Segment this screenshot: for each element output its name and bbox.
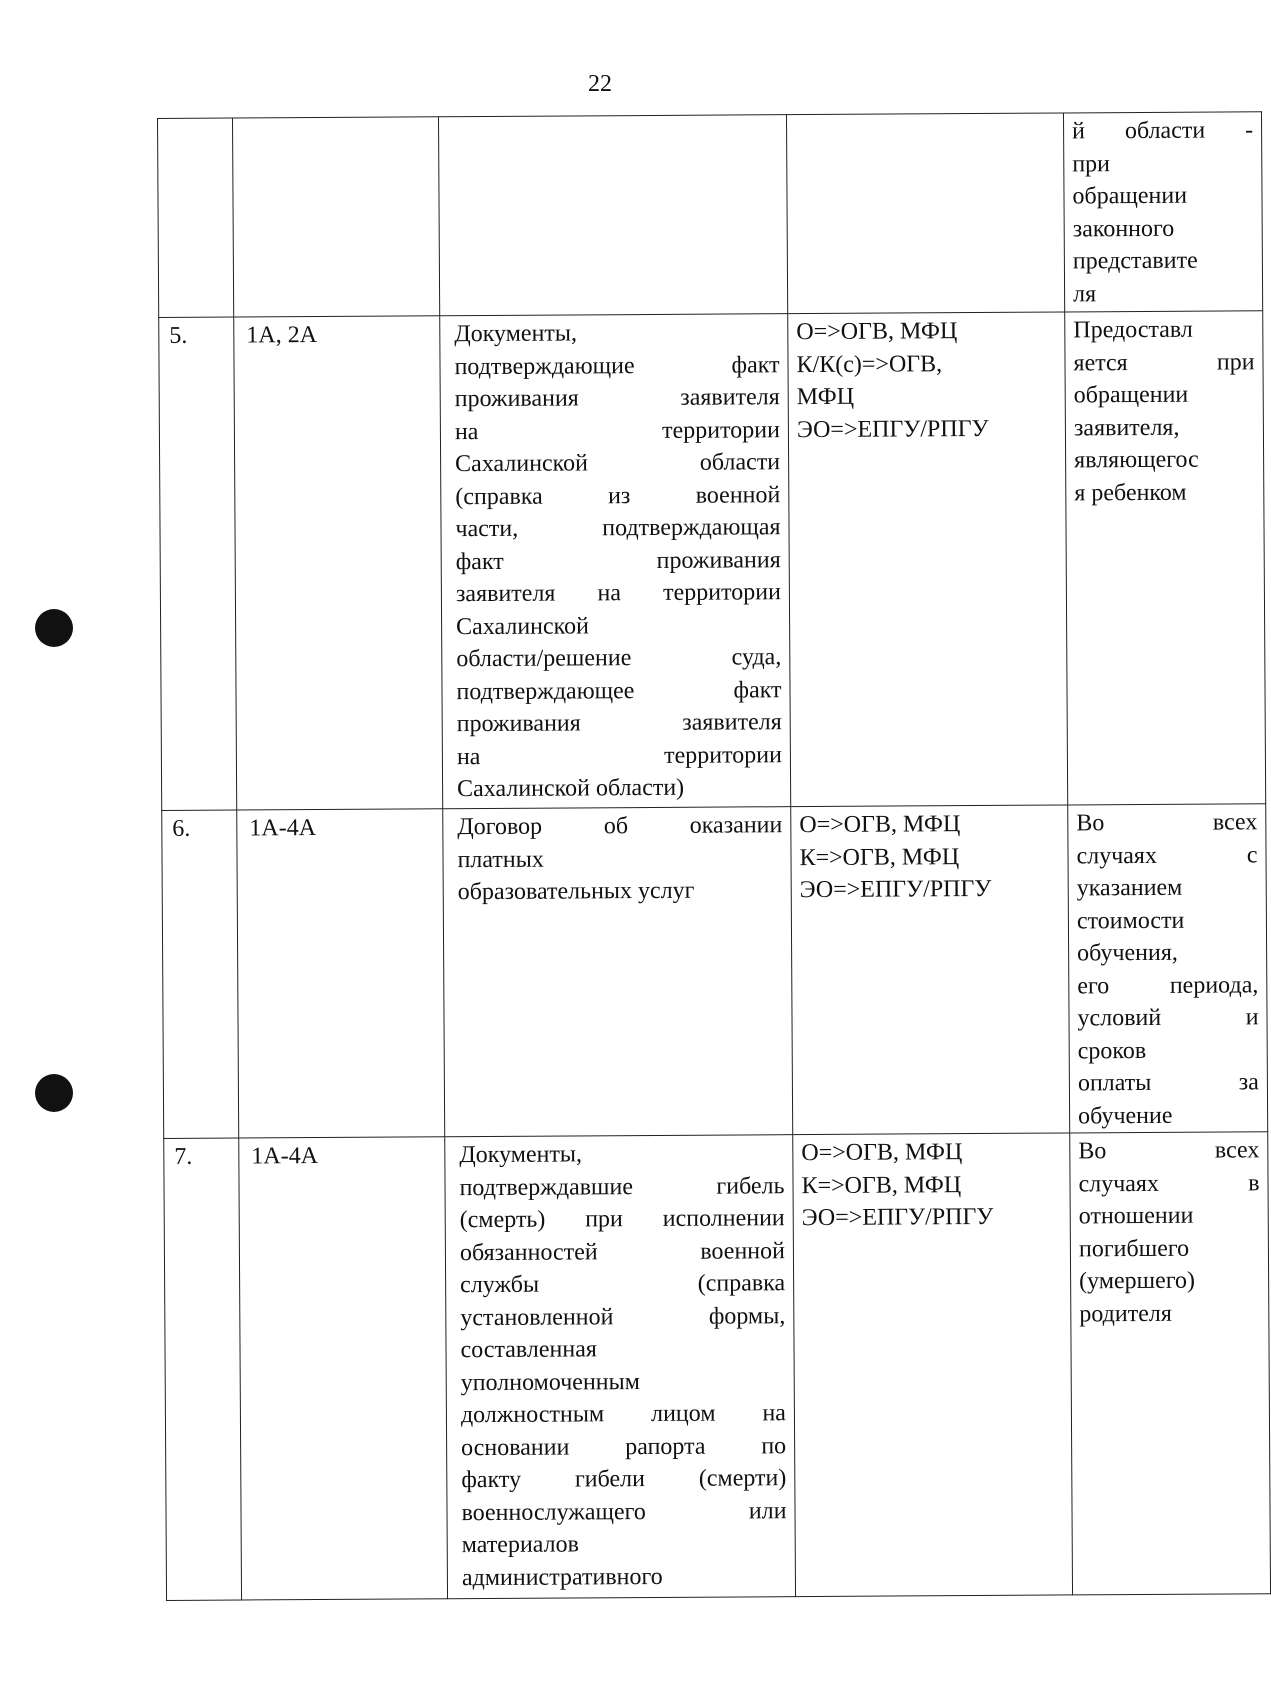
submission-channels-cell [793,1133,1073,1597]
cell-text-line: Документы, [454,320,578,348]
table-row [162,804,1268,1139]
cell-text-line: я ребенком [1074,479,1187,506]
cell-text-line: Предоставл [1073,316,1193,344]
note-cell [1063,112,1262,312]
cell-text-line: Сахалинской [456,612,590,640]
cell-text-line: (умершего) [1079,1267,1196,1295]
cell-text-line: факту гибели (смерти) [461,1465,787,1494]
document-description-cell [445,1135,796,1599]
note-cell [1068,804,1268,1133]
cell-text-line: Сахалинской области) [457,774,685,803]
cell-text-line: установленной формы, [460,1302,786,1331]
cell-text-line: административного [461,1563,663,1591]
cell-text-line: оплаты за [1077,1069,1259,1097]
cell-text-line: Договор об оказании [457,812,783,841]
cell-text-line: ЭО=>ЕПГУ/РПГУ [801,1203,994,1232]
cell-text-line: заявителя на территории [455,579,781,608]
cell-text-line: составленная [460,1336,597,1364]
documents-table [157,111,1271,1601]
cell-text-line: сроков [1077,1037,1147,1064]
cell-text-line: Сахалинской области [455,449,781,478]
cell-text-line: военнослужащего или [461,1497,787,1526]
cell-text-line: области/решение суда, [456,644,782,673]
cell-text-line: ЭО=>ЕПГУ/РПГУ [796,415,989,443]
submission-channels-cell [788,312,1068,807]
cell-text-line: условий и [1077,1004,1259,1032]
cell-text-line: К=>ОГВ, МФЦ [799,843,960,871]
row-number-cell [158,118,234,317]
cell-text-line: обращении [1073,381,1189,409]
cell-text-line: Во всех [1076,809,1258,837]
cell-text-line: заявителя, [1073,414,1180,441]
submission-channels-cell [786,113,1064,314]
cell-text-line: О=>ОГВ, МФЦ [799,811,961,839]
cell-text-line: законного [1072,215,1175,242]
cell-text-line: случаях с [1076,841,1258,869]
cell-text-line: родителя [1079,1300,1172,1327]
cell-text-line: проживания заявителя [454,384,780,413]
page-number: 22 [588,71,612,97]
cell-text-line: (справка из военной [455,481,781,510]
cell-text-line: платных [457,846,544,873]
cell-text-line: й области - [1072,117,1254,145]
document-description-cell [438,115,787,316]
submission-channels-cell [791,805,1070,1135]
cell-text-line: погибшего [1078,1235,1190,1262]
punch-hole-mark [35,1074,73,1112]
cell-text-line: являющегос [1074,446,1199,474]
cell-text-line: Документы, [459,1141,583,1169]
cell-text-line: представите [1072,247,1198,275]
document-description-cell [440,314,791,809]
cell-text-line: О=>ОГВ, МФЦ [801,1139,963,1167]
cell-text-line: проживания заявителя [456,709,782,738]
cell-text-line: ЭО=>ЕПГУ/РПГУ [799,875,992,904]
cell-text-line: образовательных услуг [457,877,695,906]
table-row [158,112,1263,318]
cell-text-line: уполномоченным [460,1368,640,1396]
cell-text-line: подтверждавшие гибель [459,1172,785,1201]
category-code-cell: 1А-4А [237,809,445,1138]
row-number-cell: 6. [162,810,239,1138]
category-code-cell: 1А-4А [239,1137,448,1600]
cell-text-line: на территории [456,741,782,770]
cell-text-line: обязанностей военной [459,1237,786,1266]
cell-text-line: Во всех [1078,1137,1260,1165]
cell-text-line: яется при [1073,348,1255,376]
cell-text-line: указанием [1076,874,1183,902]
category-code-cell: 1А, 2А [234,316,443,810]
cell-text-line: основании рапорта по [461,1432,787,1461]
note-cell [1065,311,1266,805]
row-number-cell: 7. [164,1138,242,1600]
cell-text-line: случаях в [1078,1169,1260,1197]
note-cell [1070,1132,1271,1595]
cell-text-line: отношении [1078,1202,1194,1230]
cell-text-line: МФЦ [796,383,855,411]
table-row [159,311,1266,811]
cell-text-line: обращении [1072,182,1188,210]
table-row [164,1132,1271,1601]
cell-text-line: обучения, [1077,939,1178,967]
document-description-cell [443,807,793,1137]
cell-text-line: факт проживания [455,546,781,575]
cell-text-line: О=>ОГВ, МФЦ [796,318,958,346]
cell-text-line: подтверждающие факт [454,351,780,380]
cell-text-line: подтверждающее факт [456,676,782,705]
punch-hole-mark [35,609,73,647]
cell-text-line: К/К(с)=>ОГВ, [796,350,943,378]
cell-text-line: на территории [454,416,780,445]
cell-text-line: стоимости [1076,907,1185,934]
cell-text-line: (смерть) при исполнении [459,1205,785,1234]
row-number-cell: 5. [159,317,237,810]
cell-text-line: его периода, [1077,971,1259,999]
cell-text-line: при [1072,150,1111,177]
cell-text-line: части, подтверждающая [455,514,781,543]
cell-text-line: обучение [1078,1102,1173,1129]
cell-text-line: должностным лицом на [460,1400,787,1429]
cell-text-line: К=>ОГВ, МФЦ [801,1171,962,1199]
category-code-cell [233,117,440,317]
cell-text-line: материалов [461,1531,580,1559]
cell-text-line: службы (справка [460,1270,786,1299]
cell-text-line: ля [1073,280,1097,307]
